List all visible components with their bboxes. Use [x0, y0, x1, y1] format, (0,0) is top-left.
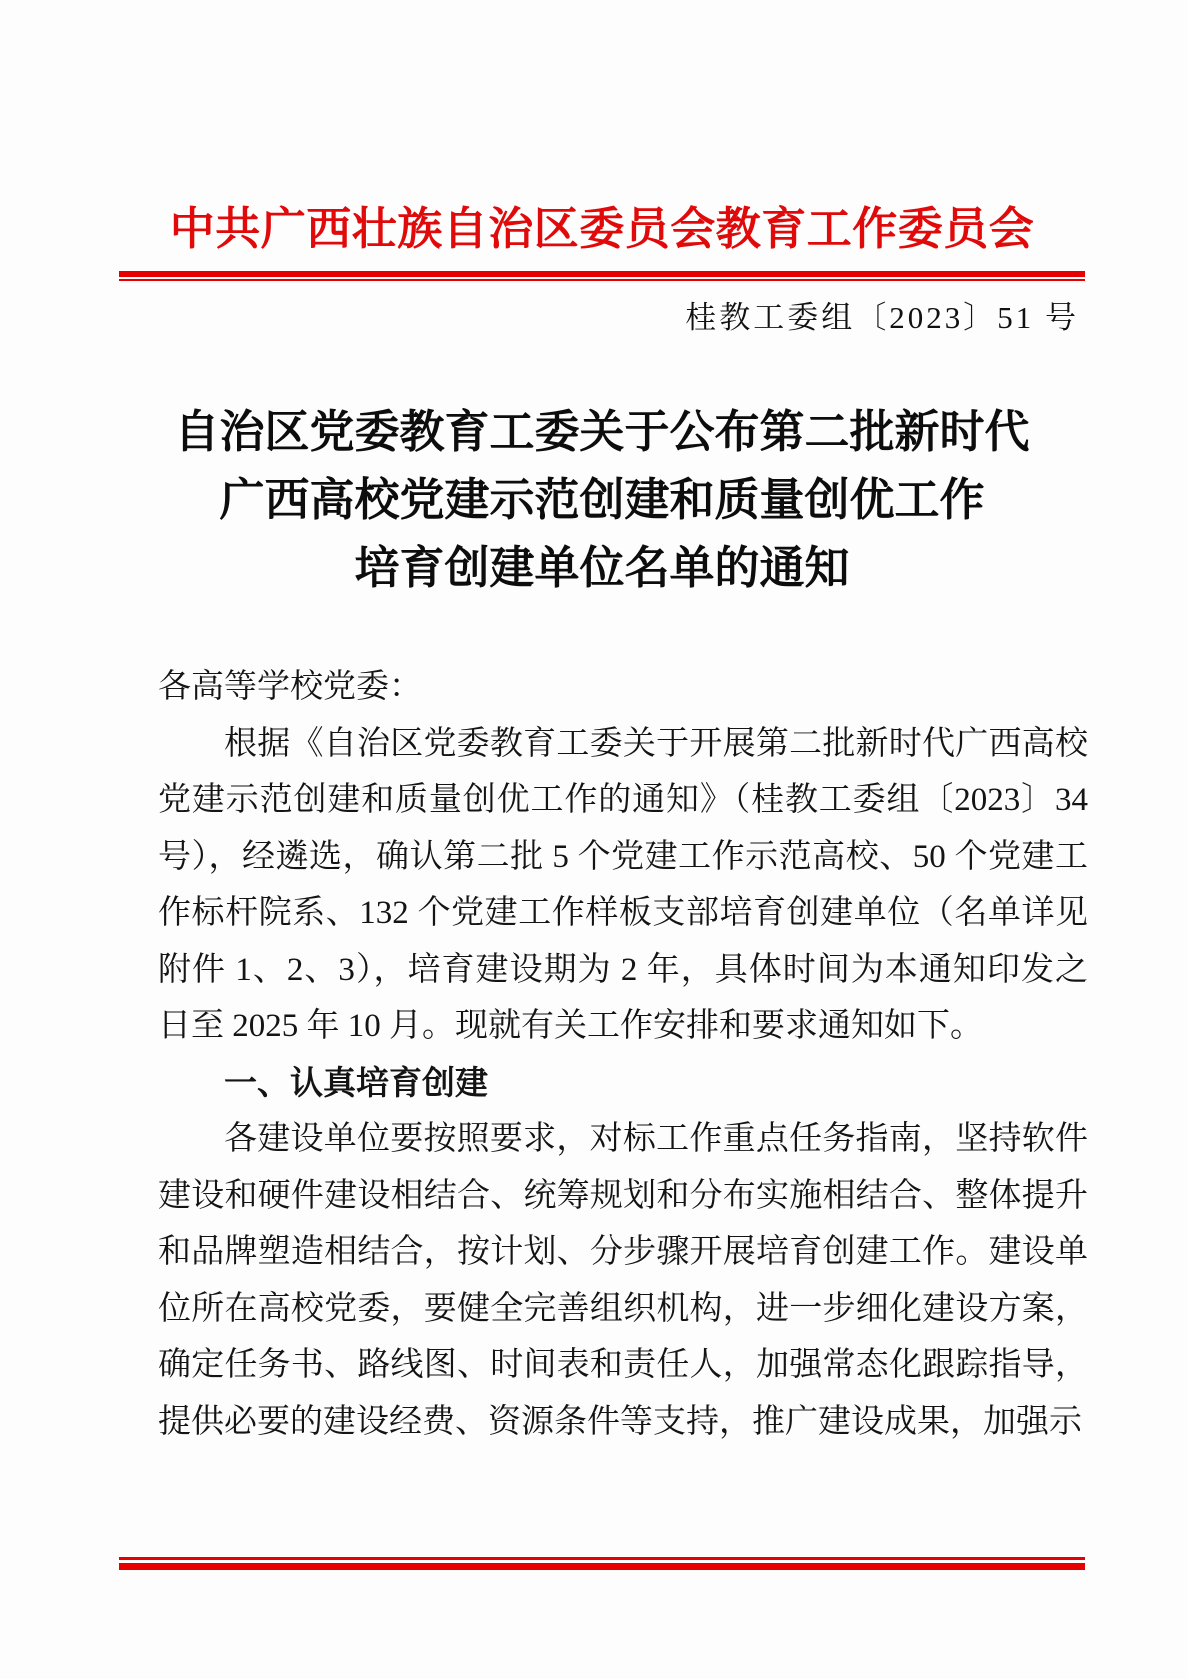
- document-title-line-3: 培育创建单位名单的通知: [354, 543, 850, 593]
- document-title-line-2: 广西高校党建示范创建和质量创优工作: [219, 475, 985, 525]
- document-title: [119, 398, 1085, 602]
- paragraph-1: 根据《自治区党委教育工委关于开展第二批新时代广西高校党建示范创建和质量创优工作的通知》（桂教工委组〔2023〕34 号），经遴选，确认第二批 5 个党建工作示范高校、50 个党建工作标杆院系、132 个党建工作样板支部培育创建单位（名单详见附件 1、2、3），培育建设期为 2 年，具体时间为本通知印发之日至 2025 年 10 月。现就有关工作安排和要求通知如下。: [158, 725, 1088, 1044]
- salutation: 各高等学校党委：: [158, 669, 422, 705]
- issuing-org-title: 中共广西壮族自治区委员会教育工作委员会: [169, 204, 1035, 254]
- red-separator-top: [119, 271, 1085, 281]
- document-body: [158, 659, 1088, 1450]
- document-number: 桂教工委组〔2023〕51 号: [685, 300, 1079, 335]
- document-title-line-1: 自治区党委教育工委关于公布第二批新时代: [174, 407, 1030, 457]
- red-separator-bottom: [119, 1557, 1085, 1570]
- paragraph-2: 各建设单位要按照要求，对标工作重点任务指南，坚持软件建设和硬件建设相结合、统筹规划和分布实施相结合、整体提升和品牌塑造相结合，按计划、分步骤开展培育创建工作。建设单位所在高校党委，要健全完善组织机构，进一步细化建设方案，确定任务书、路线图、时间表和责任人，加强常态化跟踪指导，提供必要的建设经费、资源条件等支持，推广建设成果，加强示: [158, 1121, 1088, 1440]
- section-heading-1: 一、认真培育创建: [224, 1063, 488, 1101]
